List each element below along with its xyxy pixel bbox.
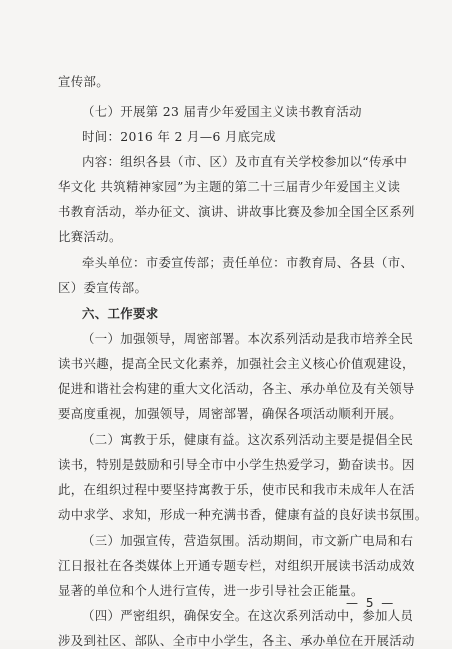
paragraph-line: 此，在组织过程中要坚持寓教于乐，使市民和我市未成年人在活 (58, 482, 415, 497)
paragraph-line: （一）加强领导，周密部署。本次系列活动是我市培养全民 (82, 331, 414, 346)
paragraph-line: 读书，特别是鼓励和引导全市中小学生热爱学习，勤奋读书。因 (58, 457, 415, 472)
lead-unit-line: 区）委宣传部。 (58, 280, 148, 295)
lead-unit-line: 牵头单位：市委宣传部；责任单位：市教育局、各县（市、 (82, 255, 414, 270)
activity-content-line: 华文化 共筑精神家园”为主题的第二十三届青少年爱国主义读 (58, 179, 401, 194)
paragraph-line: 动中求学、求知，形成一种充满书香，健康有益的良好读书氛围。 (58, 507, 428, 522)
paragraph-line: 要高度重视，加强领导，周密部署，确保各项活动顺利开展。 (58, 406, 402, 421)
text-line: 宣传部。 (58, 74, 109, 89)
section-heading-7: （七）开展第 23 届青少年爱国主义读书教育活动 (82, 104, 362, 119)
paragraph-line: 江日报社在各类媒体上开通专题专栏，对组织开展读书活动成效 (58, 558, 415, 573)
paragraph-line: （四）严密组织，确保安全。在这次系列活动中，参加人员 (82, 608, 414, 623)
paragraph-line: 显著的单位和个人进行宣传，进一步引导社会正能量。 (58, 583, 364, 598)
paragraph-line: 促进和谐社会构建的重大文化活动，各主、承办单位及有关领导 (58, 381, 415, 396)
activity-content-line: 比赛活动。 (58, 229, 122, 244)
activity-time: 时间：2016 年 2 月—6 月底完成 (82, 129, 276, 144)
section-heading-6: 六、工作要求 (82, 306, 159, 321)
paragraph-line: 读书兴趣，提高全民文化素养，加强社会主义核心价值观建设， (58, 356, 415, 371)
activity-content-line: 内容：组织各县（市、区）及市直有关学校参加以“传承中 (82, 154, 408, 169)
paragraph-line: （三）加强宣传，营造氛围。活动期间，市文新广电局和右 (82, 533, 414, 548)
paragraph-line: （二）寓教于乐，健康有益。这次系列活动主要是提倡全民 (82, 432, 414, 447)
paragraph-line: 涉及到社区、部队、全市中小学生，各主、承办单位在开展活动 (58, 633, 415, 648)
activity-content-line: 书教育活动，举办征文、演讲、讲故事比赛及参加全国全区系列 (58, 204, 415, 219)
page-number: — 5 — (346, 596, 396, 610)
